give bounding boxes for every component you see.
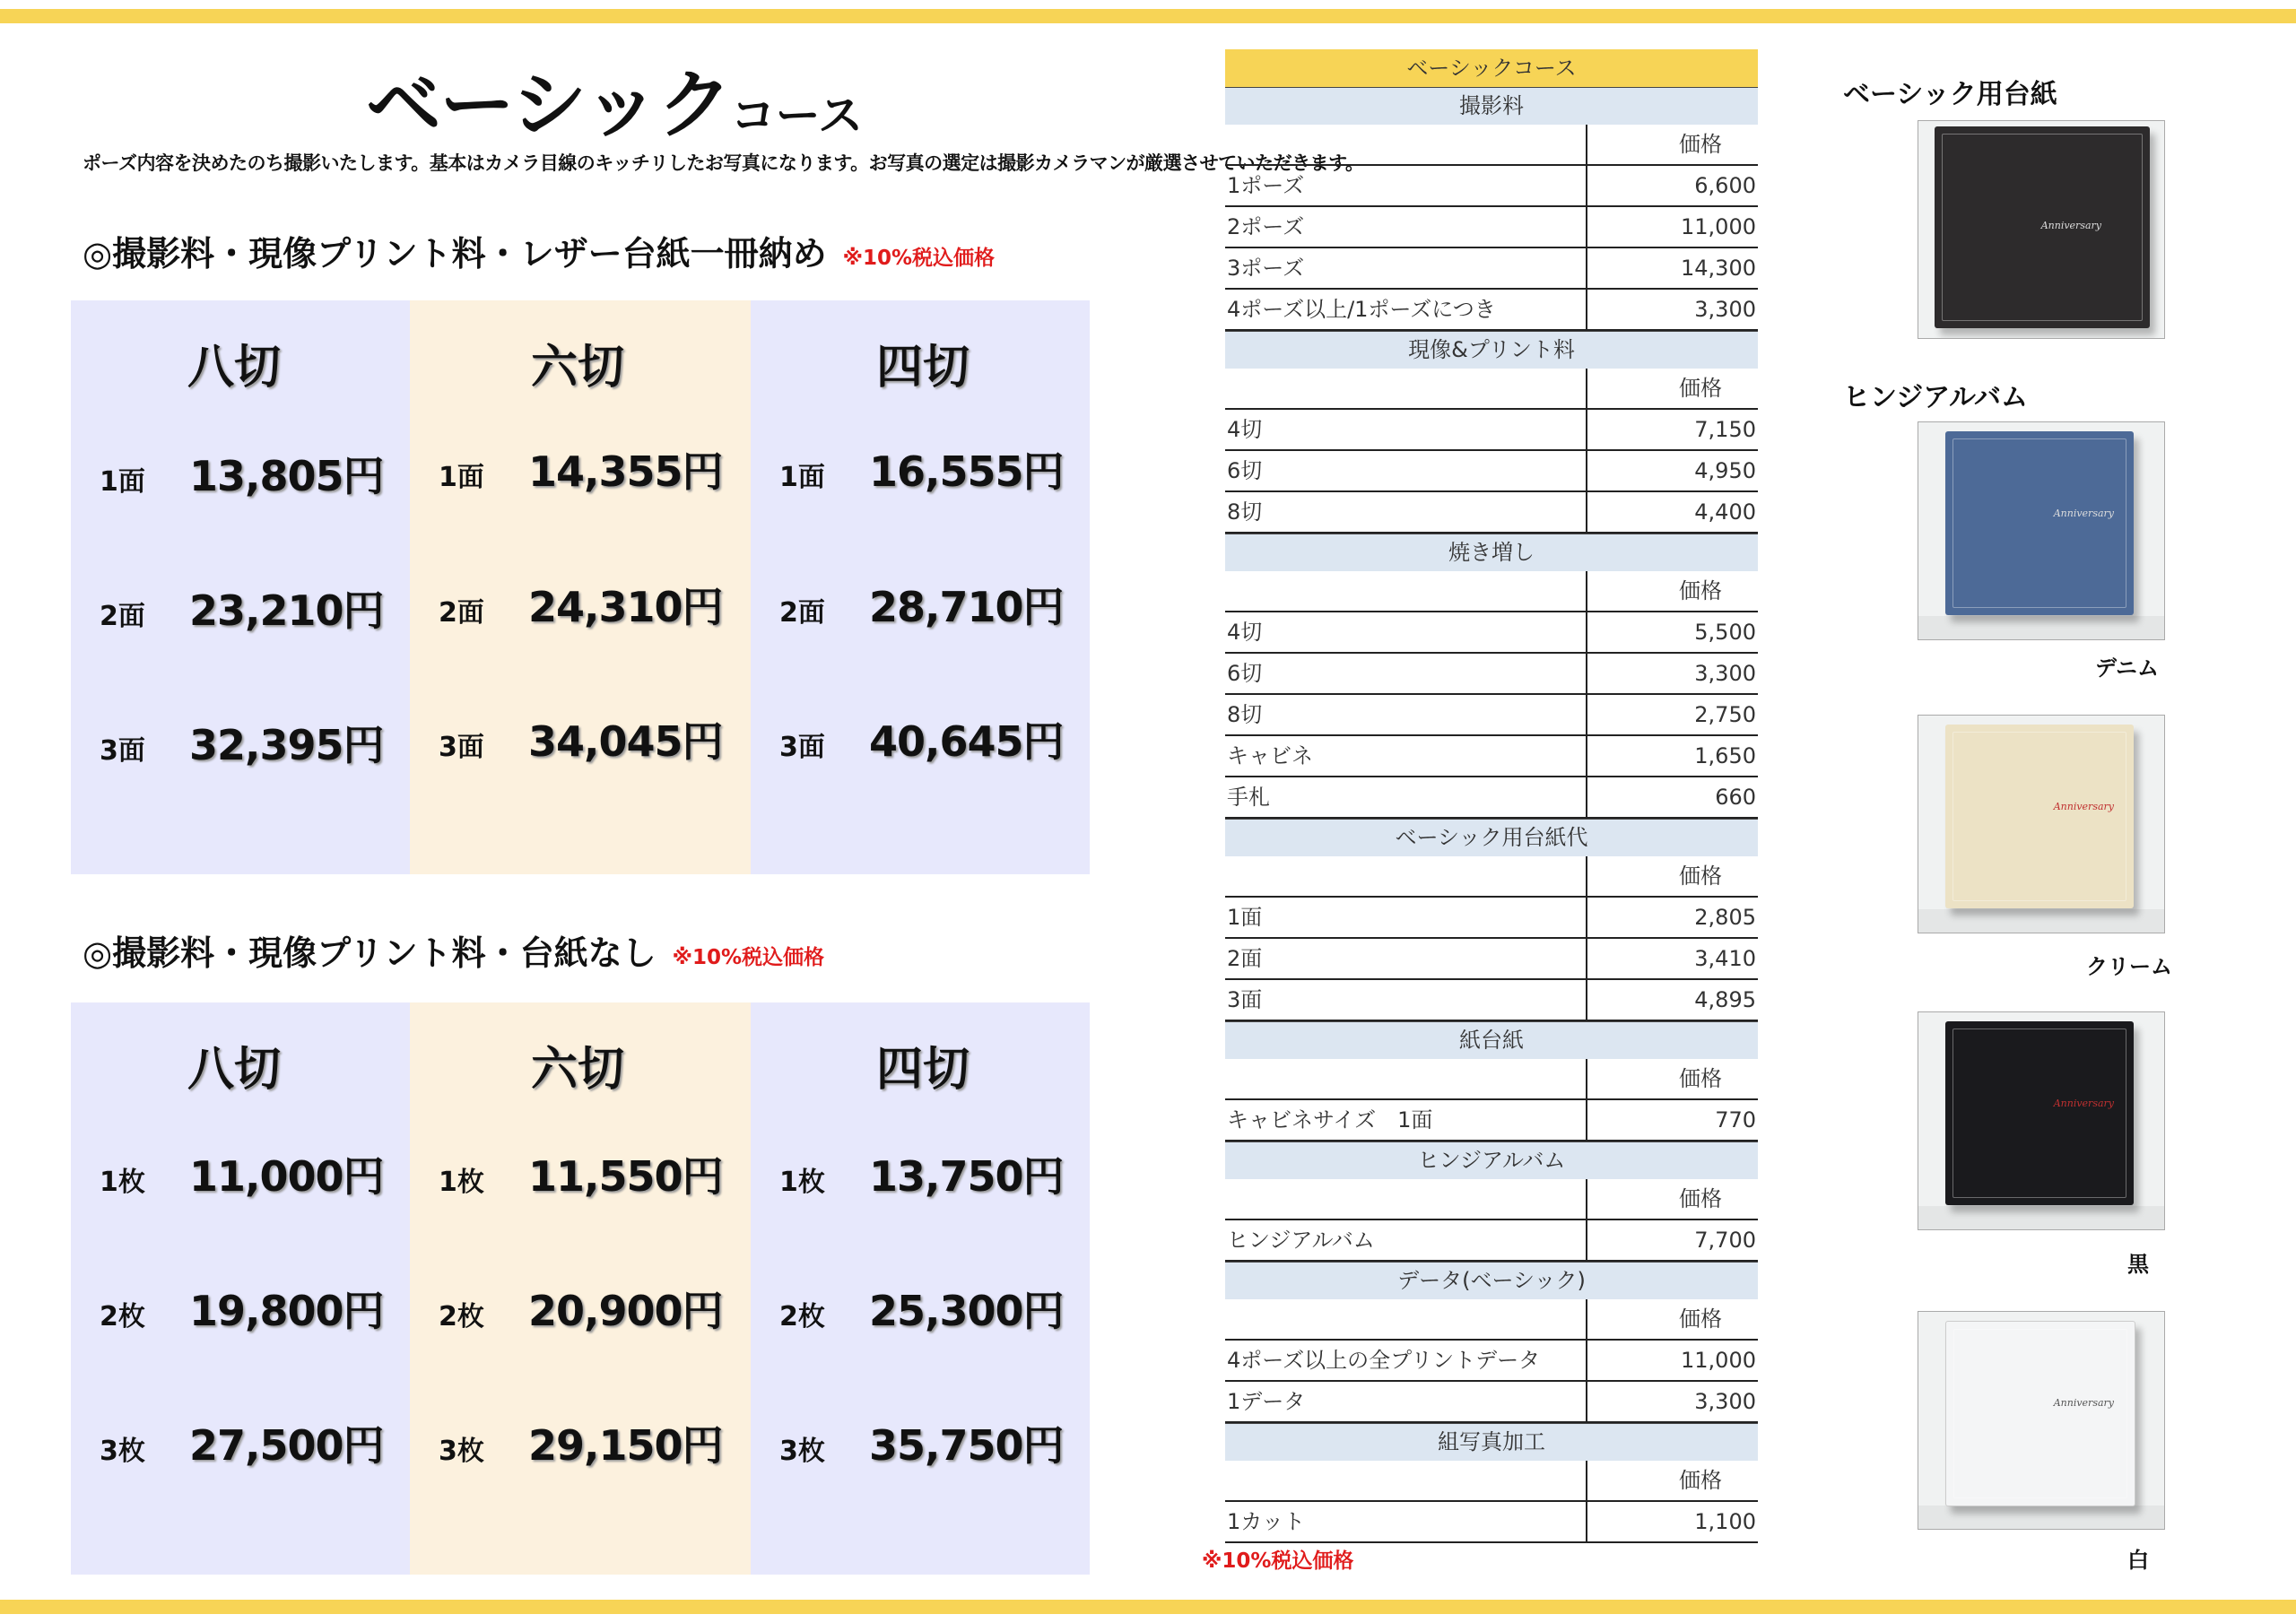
price-value: 29,150円: [528, 1421, 723, 1470]
basic-mount-title: ベーシック用台紙: [1843, 79, 2057, 110]
top-accent-bar: [0, 9, 2296, 23]
price-table-row: [1225, 290, 1758, 331]
basic-mount-image: [1918, 120, 2165, 339]
price-row: [439, 709, 723, 768]
album-cover: [1945, 1021, 2134, 1205]
price-row: [439, 1144, 723, 1203]
album-image-cream: [1918, 715, 2165, 933]
header-blank-cell: [1225, 856, 1587, 896]
price-value: 34,045円: [528, 717, 723, 766]
header-blank-cell: [1225, 125, 1587, 164]
item-price: 660: [1715, 785, 1756, 810]
item-price: 1,100: [1694, 1509, 1756, 1534]
price-table-category: データ(ベーシック): [1225, 1262, 1758, 1299]
price-value: 24,310円: [528, 583, 723, 631]
section1-heading: [83, 226, 995, 275]
price-table-row: [1225, 492, 1758, 534]
price-value: 11,000円: [189, 1152, 384, 1201]
section1-tax-note: ※10%税込価格: [842, 247, 996, 270]
item-price: 11,000: [1681, 1348, 1756, 1373]
intro-text: ポーズ内容を決めたのち撮影いたします。基本はカメラ目線のキッチリしたお写真になります。お写真の選定は撮影カメラマンが厳選させていただきます。: [83, 152, 1364, 174]
item-label: 1データ: [1225, 1382, 1587, 1421]
qty-label: 2面: [100, 601, 145, 632]
album-cover: [1945, 1321, 2135, 1506]
qty-label: 3枚: [439, 1436, 484, 1467]
price-row: [100, 1413, 384, 1472]
price-table-category: 焼き増し: [1225, 534, 1758, 571]
price-table-category: 現像&プリント料: [1225, 331, 1758, 369]
album-floor: [1918, 1506, 2164, 1529]
section2-heading-text: ◎撮影料・現像プリント料・台紙なし: [83, 933, 657, 973]
price-table-row: [1225, 898, 1758, 939]
item-price: 1,650: [1694, 743, 1756, 768]
item-label: 4切: [1225, 612, 1587, 652]
album-logo-mark: Anniversary: [2053, 1098, 2114, 1109]
price-value: 27,500円: [189, 1421, 384, 1470]
item-price: 2,750: [1694, 702, 1756, 727]
item-price: 4,400: [1694, 499, 1756, 525]
price-table-title: ベーシックコース: [1225, 49, 1758, 87]
price-table-row: [1225, 451, 1758, 492]
item-label: 1面: [1225, 898, 1587, 937]
section2-col-mutsugiri: [410, 1002, 751, 1575]
item-label: 1カット: [1225, 1502, 1587, 1541]
price-table-header-row: [1225, 125, 1758, 166]
price-table-row: [1225, 207, 1758, 248]
qty-label: 2枚: [100, 1301, 145, 1332]
item-label: 8切: [1225, 492, 1587, 532]
section2-price-panel: [71, 1002, 1090, 1575]
size-label: 八切: [187, 341, 282, 395]
price-value: 20,900円: [528, 1287, 723, 1335]
item-label: キャビネ: [1225, 736, 1587, 776]
price-header-label: 価格: [1679, 1066, 1722, 1091]
size-label: 六切: [531, 341, 625, 395]
item-price: 3,410: [1694, 946, 1756, 971]
item-price: 3,300: [1694, 1389, 1756, 1414]
price-table-row: [1225, 1341, 1758, 1382]
qty-label: 3面: [100, 735, 145, 767]
item-price: 6,600: [1694, 173, 1756, 198]
qty-label: 2面: [439, 597, 484, 629]
price-table-row: [1225, 1220, 1758, 1262]
price-value: 19,800円: [189, 1287, 384, 1335]
album-cover: [1945, 431, 2134, 615]
price-row: [779, 1413, 1064, 1472]
album-caption-cream: クリーム: [2086, 954, 2172, 979]
qty-label: 1枚: [439, 1167, 484, 1198]
price-table-row: [1225, 248, 1758, 290]
price-header-label: 価格: [1679, 376, 1722, 401]
price-row: [779, 439, 1064, 499]
price-value: 25,300円: [869, 1287, 1064, 1335]
qty-label: 1枚: [779, 1167, 825, 1198]
header-blank-cell: [1225, 1179, 1587, 1219]
price-header-label: 価格: [1679, 1306, 1722, 1332]
price-row: [100, 713, 384, 772]
hinge-album-title: ヒンジアルバム: [1843, 382, 2028, 413]
price-table-row: [1225, 1382, 1758, 1423]
qty-label: 3枚: [779, 1436, 825, 1467]
price-table-row: [1225, 939, 1758, 980]
price-row: [779, 1144, 1064, 1203]
price-value: 11,550円: [528, 1152, 723, 1201]
item-label: 4切: [1225, 410, 1587, 449]
item-label: 1ポーズ: [1225, 166, 1587, 205]
album-floor: [1918, 909, 2164, 933]
item-price: 11,000: [1681, 214, 1756, 239]
price-header-label: 価格: [1679, 132, 1722, 157]
price-header-label: 価格: [1679, 864, 1722, 889]
price-header-label: 価格: [1679, 1186, 1722, 1211]
price-row: [100, 444, 384, 503]
qty-label: 3面: [779, 732, 825, 763]
price-table-row: [1225, 410, 1758, 451]
price-row: [439, 575, 723, 634]
album-cover: [1945, 725, 2134, 908]
item-label: 6切: [1225, 654, 1587, 693]
section2-heading: [83, 925, 824, 975]
price-table-header-row: [1225, 1179, 1758, 1220]
header-blank-cell: [1225, 1461, 1587, 1500]
price-table-row: [1225, 166, 1758, 207]
header-blank-cell: [1225, 1059, 1587, 1098]
qty-label: 2枚: [439, 1301, 484, 1332]
item-price: 3,300: [1694, 297, 1756, 322]
header-blank-cell: [1225, 369, 1587, 408]
item-label: 3面: [1225, 980, 1587, 1020]
album-image-white: [1918, 1311, 2165, 1530]
album-floor: [1918, 616, 2164, 639]
item-price: 770: [1715, 1107, 1756, 1133]
price-row: [779, 1279, 1064, 1338]
price-table-row: [1225, 980, 1758, 1021]
album-image-black: [1918, 1011, 2165, 1230]
price-value: 23,210円: [189, 586, 384, 635]
price-table-category: 紙台紙: [1225, 1021, 1758, 1059]
section2-tax-note: ※10%税込価格: [672, 946, 825, 969]
price-value: 14,355円: [528, 447, 723, 496]
page-title-suffix: コース: [730, 90, 864, 142]
qty-label: 3枚: [100, 1436, 145, 1467]
price-value: 13,750円: [869, 1152, 1064, 1201]
item-label: キャビネサイズ 1面: [1225, 1100, 1587, 1140]
item-price: 7,700: [1694, 1228, 1756, 1253]
album-floor: [1918, 1206, 2164, 1229]
album-caption-white: 白: [2127, 1548, 2149, 1573]
item-label: 3ポーズ: [1225, 248, 1587, 288]
price-value: 40,645円: [869, 717, 1064, 766]
item-price: 14,300: [1681, 256, 1756, 281]
price-row: [779, 709, 1064, 768]
section2-col-yotsugiri: [751, 1002, 1090, 1575]
price-value: 32,395円: [189, 721, 384, 769]
price-row: [439, 439, 723, 499]
section1-col-mutsugiri: [410, 300, 751, 874]
qty-label: 1枚: [100, 1167, 145, 1198]
qty-label: 1面: [779, 462, 825, 493]
price-row: [439, 1279, 723, 1338]
qty-label: 3面: [439, 732, 484, 763]
section2-col-hachigiri: [71, 1002, 410, 1575]
price-table-category: 撮影料: [1225, 87, 1758, 125]
price-header-label: 価格: [1679, 578, 1722, 603]
price-row: [779, 575, 1064, 634]
price-value: 16,555円: [869, 447, 1064, 496]
table-tax-note: ※10%税込価格: [1202, 1549, 1354, 1573]
price-value: 35,750円: [869, 1421, 1064, 1470]
album-logo-mark: Anniversary: [2053, 508, 2114, 519]
bottom-accent-bar: [0, 1600, 2296, 1614]
price-table-row: [1225, 612, 1758, 654]
qty-label: 1面: [100, 466, 145, 498]
price-table-row: [1225, 777, 1758, 819]
price-table-row: [1225, 736, 1758, 777]
price-table: [1225, 49, 1758, 1543]
page-title-main: ベーシック: [366, 61, 731, 149]
price-table-row: [1225, 1100, 1758, 1141]
section1-col-yotsugiri: [751, 300, 1090, 874]
price-table-header-row: [1225, 856, 1758, 898]
price-table-header-row: [1225, 571, 1758, 612]
header-blank-cell: [1225, 1299, 1587, 1339]
item-label: 8切: [1225, 695, 1587, 734]
album-caption-black: 黒: [2127, 1252, 2149, 1277]
price-value: 28,710円: [869, 583, 1064, 631]
item-price: 7,150: [1694, 417, 1756, 442]
item-label: 4ポーズ以上/1ポーズにつき: [1225, 290, 1587, 329]
price-table-category: ベーシック用台紙代: [1225, 819, 1758, 856]
price-table-header-row: [1225, 369, 1758, 410]
price-table-category: ヒンジアルバム: [1225, 1141, 1758, 1179]
price-table-row: [1225, 654, 1758, 695]
size-label: 六切: [531, 1043, 625, 1097]
item-price: 5,500: [1694, 620, 1756, 645]
album-logo-mark: Anniversary: [2040, 220, 2101, 231]
price-row: [100, 1279, 384, 1338]
item-label: 4ポーズ以上の全プリントデータ: [1225, 1341, 1587, 1380]
item-label: ヒンジアルバム: [1225, 1220, 1587, 1260]
item-label: 2ポーズ: [1225, 207, 1587, 247]
section1-price-panel: [71, 300, 1090, 874]
price-table-header-row: [1225, 1461, 1758, 1502]
album-image-denim: [1918, 421, 2165, 640]
size-label: 四切: [876, 1043, 970, 1097]
section1-heading-text: ◎撮影料・現像プリント料・レザー台紙一冊納め: [83, 234, 827, 273]
price-value: 13,805円: [189, 452, 384, 500]
album-logo-mark: Anniversary: [2053, 1397, 2114, 1409]
price-table-row: [1225, 1502, 1758, 1543]
price-row: [439, 1413, 723, 1472]
page-title: [366, 45, 863, 153]
price-table-header-row: [1225, 1059, 1758, 1100]
qty-label: 2枚: [779, 1301, 825, 1332]
qty-label: 1面: [439, 462, 484, 493]
item-price: 2,805: [1694, 905, 1756, 930]
price-header-label: 価格: [1679, 1468, 1722, 1493]
price-row: [100, 578, 384, 638]
header-blank-cell: [1225, 571, 1587, 611]
item-label: 手札: [1225, 777, 1587, 817]
section1-col-hachigiri: [71, 300, 410, 874]
album-logo-mark: Anniversary: [2053, 801, 2114, 812]
item-label: 6切: [1225, 451, 1587, 490]
price-table-category: 組写真加工: [1225, 1423, 1758, 1461]
item-price: 3,300: [1694, 661, 1756, 686]
size-label: 八切: [187, 1043, 282, 1097]
price-table-header-row: [1225, 1299, 1758, 1341]
size-label: 四切: [876, 341, 970, 395]
price-table-row: [1225, 695, 1758, 736]
album-caption-denim: デニム: [2095, 655, 2160, 681]
item-label: 2面: [1225, 939, 1587, 978]
item-price: 4,950: [1694, 458, 1756, 483]
qty-label: 2面: [779, 597, 825, 629]
price-row: [100, 1144, 384, 1203]
item-price: 4,895: [1694, 987, 1756, 1012]
